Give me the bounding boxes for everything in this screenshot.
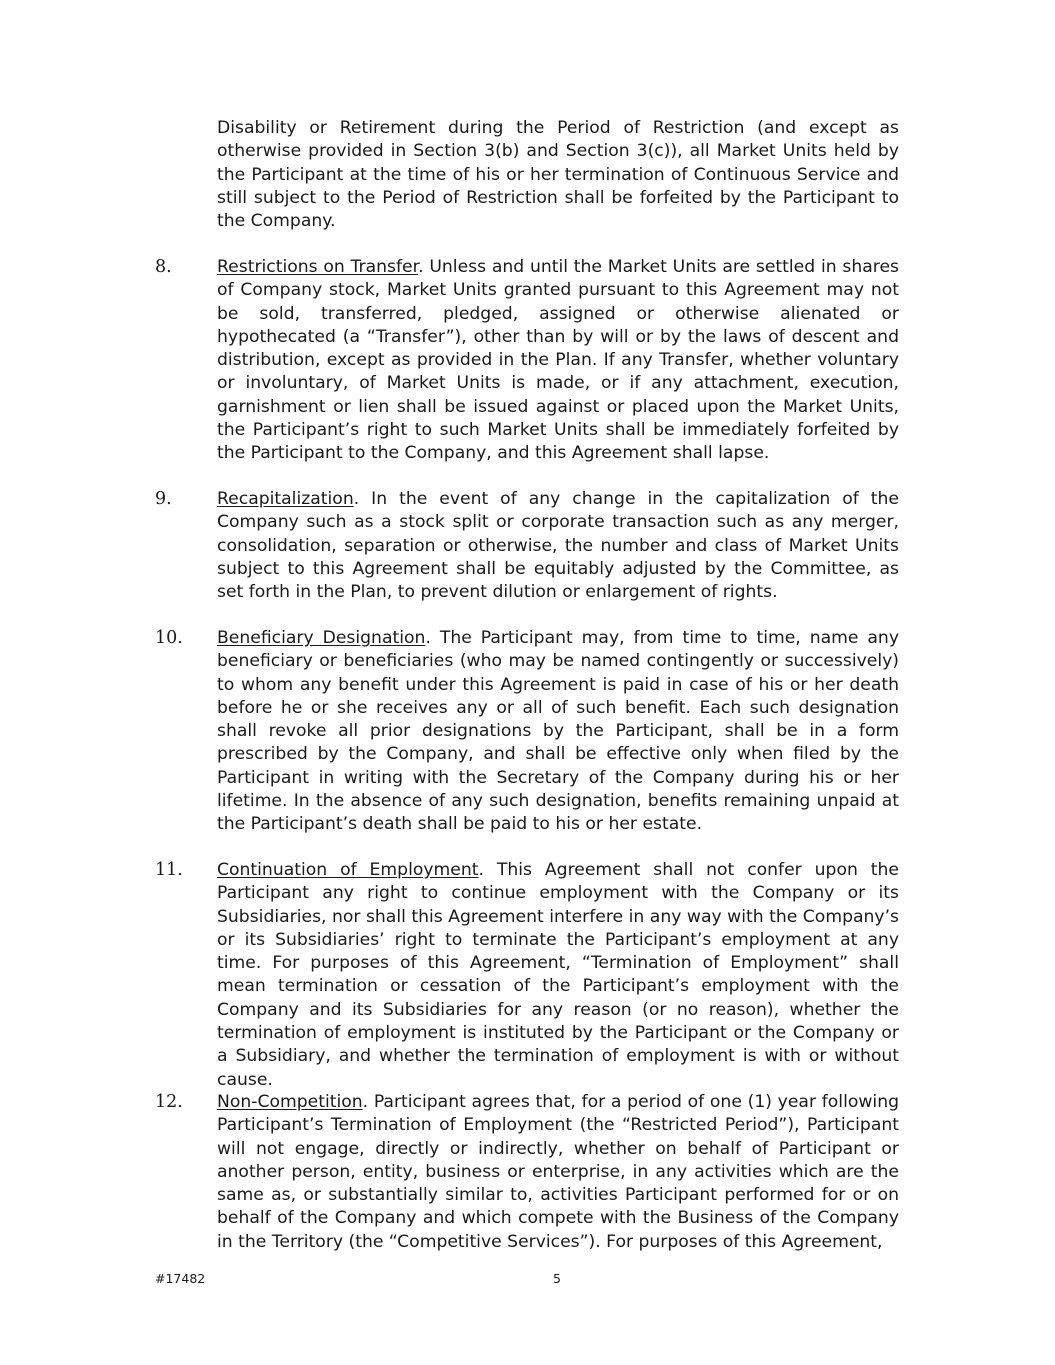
section-body: [217, 859, 899, 1092]
footer-doc-id: #17482: [155, 1271, 206, 1286]
section-number: 10.: [155, 628, 183, 648]
section-body: [217, 488, 899, 604]
section-text: . Participant agrees that, for a period of one (1) year following Participant’s Termination of Employment (the “Restricted Period”), Participant will not engage, directly or indirectly, whether on behalf of Participant or another person, entity, business or enterprise, in any activities which are the same as, or substantially similar to, activities Participant performed for or on behalf of the Company and which compete with the Business of the Company in the Territory (the “Competitive Services”). For purposes of this Agreement,: [217, 1092, 899, 1252]
footer-page-number: 5: [553, 1271, 561, 1286]
section-text: . This Agreement shall not confer upon the Participant any right to continue employment with the Company or its Subsidiaries, nor shall this Agreement interfere in any way with the Company’s or its Subsidiaries’ right to terminate the Participant’s employment at any time. For purposes of this Agreement, “Termination of Employment” shall mean termination or cessation of the Participant’s employment with the Company and its Subsidiaries for any reason (or no reason), whether the termination of employment is instituted by the Participant or the Company or a Subsidiary, and whether the termination of employment is with or without cause.: [217, 860, 899, 1090]
section-number: 11.: [155, 860, 183, 880]
section-number: 9.: [155, 489, 172, 509]
section-text: . Unless and until the Market Units are settled in shares of Company stock, Market Units granted pursuant to this Agreement may not be sold, transferred, pledged, assigned or otherwise alienated or hypothecated (a “Transfer”), other than by will or by the laws of descent and distribution, except as provided in the Plan. If any Transfer, whether voluntary or involuntary, of Market Units is made, or if any attachment, execution, garnishment or lien shall be issued against or placed upon the Market Units, the Participant’s right to such Market Units shall be immediately forfeited by the Participant to the Company, and this Agreement shall lapse.: [217, 257, 899, 464]
section-body: [217, 1091, 899, 1254]
section-text: . The Participant may, from time to time, name any beneficiary or beneficiaries (who may be named contingently or successively) to whom any benefit under this Agreement is paid in case of his or her death before he or she receives any or all of such benefit. Each such designation shall revoke all prior designations by the Participant, shall be in a form prescribed by the Company, and shall be effective only when filed by the Participant in writing with the Secretary of the Company during his or her lifetime. In the absence of any such designation, benefits remaining unpaid at the Participant’s death shall be paid to his or her estate.: [217, 628, 899, 835]
section-title: Continuation of Employment: [217, 860, 479, 880]
section-text: . In the event of any change in the capitalization of the Company such as a stock split or corporate transaction such as any merger, consolidation, separation or otherwise, the number and class of Market Units subject to this Agreement shall be equitably adjusted by the Committee, as set forth in the Plan, to prevent dilution or enlargement of rights.: [217, 489, 899, 603]
section-number: 12.: [155, 1092, 183, 1112]
section-title: Non-Competition: [217, 1092, 363, 1112]
section-body: [217, 256, 899, 466]
section-title: Beneficiary Designation: [217, 628, 426, 648]
intro-paragraph: Disability or Retirement during the Period of Restriction (and except as otherwise provided in Section 3(b) and Section 3(c)), all Market Units held by the Participant at the time of his or her termination of Continuous Service and still subject to the Period of Restriction shall be forfeited by the Participant to the Company.: [217, 118, 899, 232]
section-title: Restrictions on Transfer: [217, 257, 419, 277]
section-number: 8.: [155, 257, 172, 277]
section-title: Recapitalization: [217, 489, 354, 509]
section-body: [217, 627, 899, 837]
